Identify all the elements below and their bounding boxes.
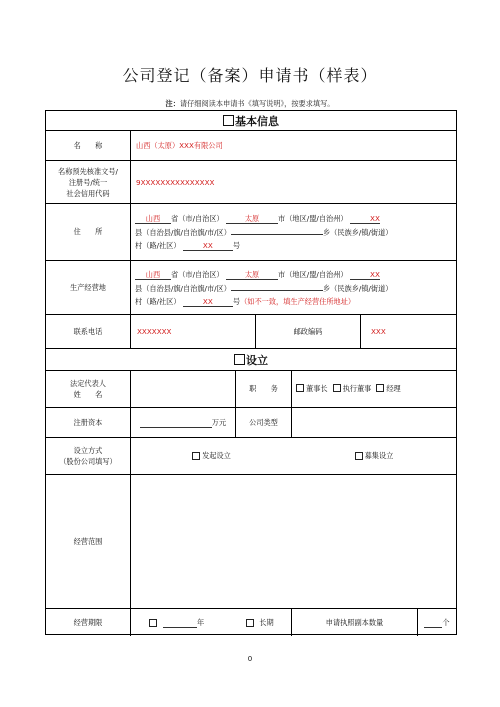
company-name-label: 名 称 [46, 131, 131, 160]
residence-address[interactable] [131, 204, 456, 260]
production-city-label: 市（地区/盟/自治州） [278, 269, 348, 279]
section-checkbox-icon[interactable] [234, 354, 245, 365]
legal-rep-label [46, 371, 131, 407]
term-years-input[interactable] [163, 618, 197, 628]
row-production-address [46, 261, 456, 315]
position-option-label: 经理 [386, 384, 401, 393]
term-long-option[interactable] [229, 609, 292, 636]
row-credit-code [46, 161, 456, 204]
residence-city-label: 市（地区/盟/自治州） [278, 214, 348, 223]
checkbox-icon[interactable] [355, 452, 363, 460]
position-option-executive-director[interactable] [333, 384, 372, 394]
residence-city[interactable]: 太原 [226, 214, 278, 224]
checkbox-icon[interactable] [376, 384, 384, 392]
row-legal-representative [46, 371, 456, 408]
legal-rep-label-line1: 法定代表人 [70, 379, 106, 388]
setup-method-label [46, 438, 131, 474]
production-county-label: 县（自治县/旗/自治旗/市/区） [135, 283, 231, 293]
production-address[interactable] [131, 261, 456, 314]
business-scope-input[interactable] [131, 475, 456, 608]
row-residence [46, 204, 456, 261]
legal-rep-label-line2: 姓 名 [73, 390, 103, 399]
phone-value[interactable]: XXXXXXX [131, 315, 256, 348]
capital-unit: 万元 [211, 417, 227, 427]
checkbox-icon[interactable] [246, 619, 254, 627]
production-city[interactable]: 太原 [226, 270, 278, 280]
row-operation-term [46, 609, 456, 636]
setup-option-subscription[interactable] [292, 438, 456, 474]
residence-town[interactable] [231, 225, 323, 235]
production-town-label: 乡（民族乡/镇/街道） [322, 283, 393, 293]
checkbox-icon[interactable] [192, 452, 200, 460]
residence-county[interactable]: XX [350, 214, 380, 224]
phone-label: 联系电话 [46, 315, 131, 348]
residence-village-label: 村（路/社区） [135, 241, 181, 250]
term-year-unit: 年 [197, 617, 205, 627]
production-town[interactable] [231, 281, 323, 291]
note-label: 注： [165, 99, 180, 108]
production-label: 生产经营地 [46, 261, 131, 314]
production-number[interactable]: XX [183, 297, 233, 307]
license-copies-label: 申请执照副本数量 [292, 609, 418, 636]
term-fixed-option[interactable] [131, 609, 229, 636]
postcode-value[interactable]: XXX [371, 327, 386, 336]
credit-code-label [46, 161, 131, 203]
setup-option-promotion[interactable] [131, 438, 292, 474]
checkbox-icon[interactable] [296, 384, 304, 392]
capital-field[interactable] [131, 408, 236, 437]
position-option-label: 执行董事 [342, 384, 372, 393]
residence-province[interactable]: 山西 [135, 214, 171, 224]
license-copies-unit: 个 [442, 617, 450, 627]
section-setup-header [46, 349, 456, 371]
section-basic-title: 基本信息 [235, 114, 279, 128]
credit-code-value[interactable]: 9XXXXXXXXXXXXXXX [136, 177, 215, 187]
checkbox-icon[interactable] [149, 619, 157, 627]
position-label: 职 务 [236, 371, 292, 407]
position-option-chairman[interactable] [296, 384, 328, 394]
row-registered-capital [46, 408, 456, 438]
position-option-label: 董事长 [306, 384, 328, 393]
postcode-label: 邮政编码 [256, 315, 361, 348]
term-label: 经营期限 [46, 609, 131, 636]
production-province[interactable]: 山西 [135, 270, 171, 280]
company-type-input[interactable] [292, 408, 456, 437]
row-company-name [46, 131, 456, 161]
license-copies-input[interactable] [424, 618, 442, 628]
residence-number-label: 号 [232, 241, 241, 250]
residence-province-label: 省（市/自治区） [171, 214, 224, 223]
setup-option-label: 发起设立 [202, 451, 231, 460]
credit-code-label-line1: 名称预先核准文号/ [58, 166, 118, 176]
section-checkbox-icon[interactable] [223, 115, 234, 126]
page-number: 0 [247, 655, 253, 663]
row-contact [46, 315, 456, 349]
production-province-label: 省（市/自治区） [171, 269, 224, 279]
checkbox-icon[interactable] [333, 384, 341, 392]
row-setup-method [46, 438, 456, 475]
instruction-note [0, 99, 500, 109]
capital-label: 注册资本 [46, 408, 131, 437]
residence-number[interactable]: XX [183, 241, 233, 251]
page-title: 公司登记（备案）申请书（样表） [122, 66, 378, 85]
position-option-manager[interactable] [376, 384, 400, 394]
setup-method-label-line2: （股份公司填写） [59, 457, 117, 466]
residence-county-label: 县（自治县/旗/自治旗/市/区） [135, 228, 231, 237]
section-setup-title: 设立 [246, 353, 268, 367]
production-village-label: 村（路/社区） [135, 296, 181, 306]
row-business-scope [46, 475, 456, 609]
production-remark: （如不一致，填生产经营住所地址） [240, 296, 356, 306]
term-long-label: 长期 [259, 617, 274, 627]
note-text: 请仔细阅读本申请书《填写说明》，按要求填写。 [179, 99, 335, 108]
credit-code-label-line3: 社会信用代码 [66, 188, 110, 198]
position-options [292, 371, 456, 407]
legal-rep-name-input[interactable] [131, 371, 236, 407]
business-scope-label: 经营范围 [46, 475, 131, 608]
setup-method-label-line1: 设立方式 [73, 446, 103, 455]
setup-option-label: 募集设立 [364, 451, 394, 460]
capital-input[interactable] [140, 418, 212, 428]
company-name-value[interactable]: 山西（太原）XXX有限公司 [136, 140, 223, 150]
credit-code-label-line2: 注册号/统一 [68, 177, 108, 187]
application-form [45, 110, 457, 635]
residence-town-label: 乡（民族乡/镇/街道） [322, 228, 393, 237]
section-basic-header [46, 111, 456, 131]
company-type-label: 公司类型 [236, 408, 292, 437]
license-copies-field[interactable] [418, 609, 456, 636]
production-number-label: 号 [232, 296, 241, 306]
production-county[interactable]: XX [350, 270, 380, 280]
residence-label: 住 所 [46, 204, 131, 260]
